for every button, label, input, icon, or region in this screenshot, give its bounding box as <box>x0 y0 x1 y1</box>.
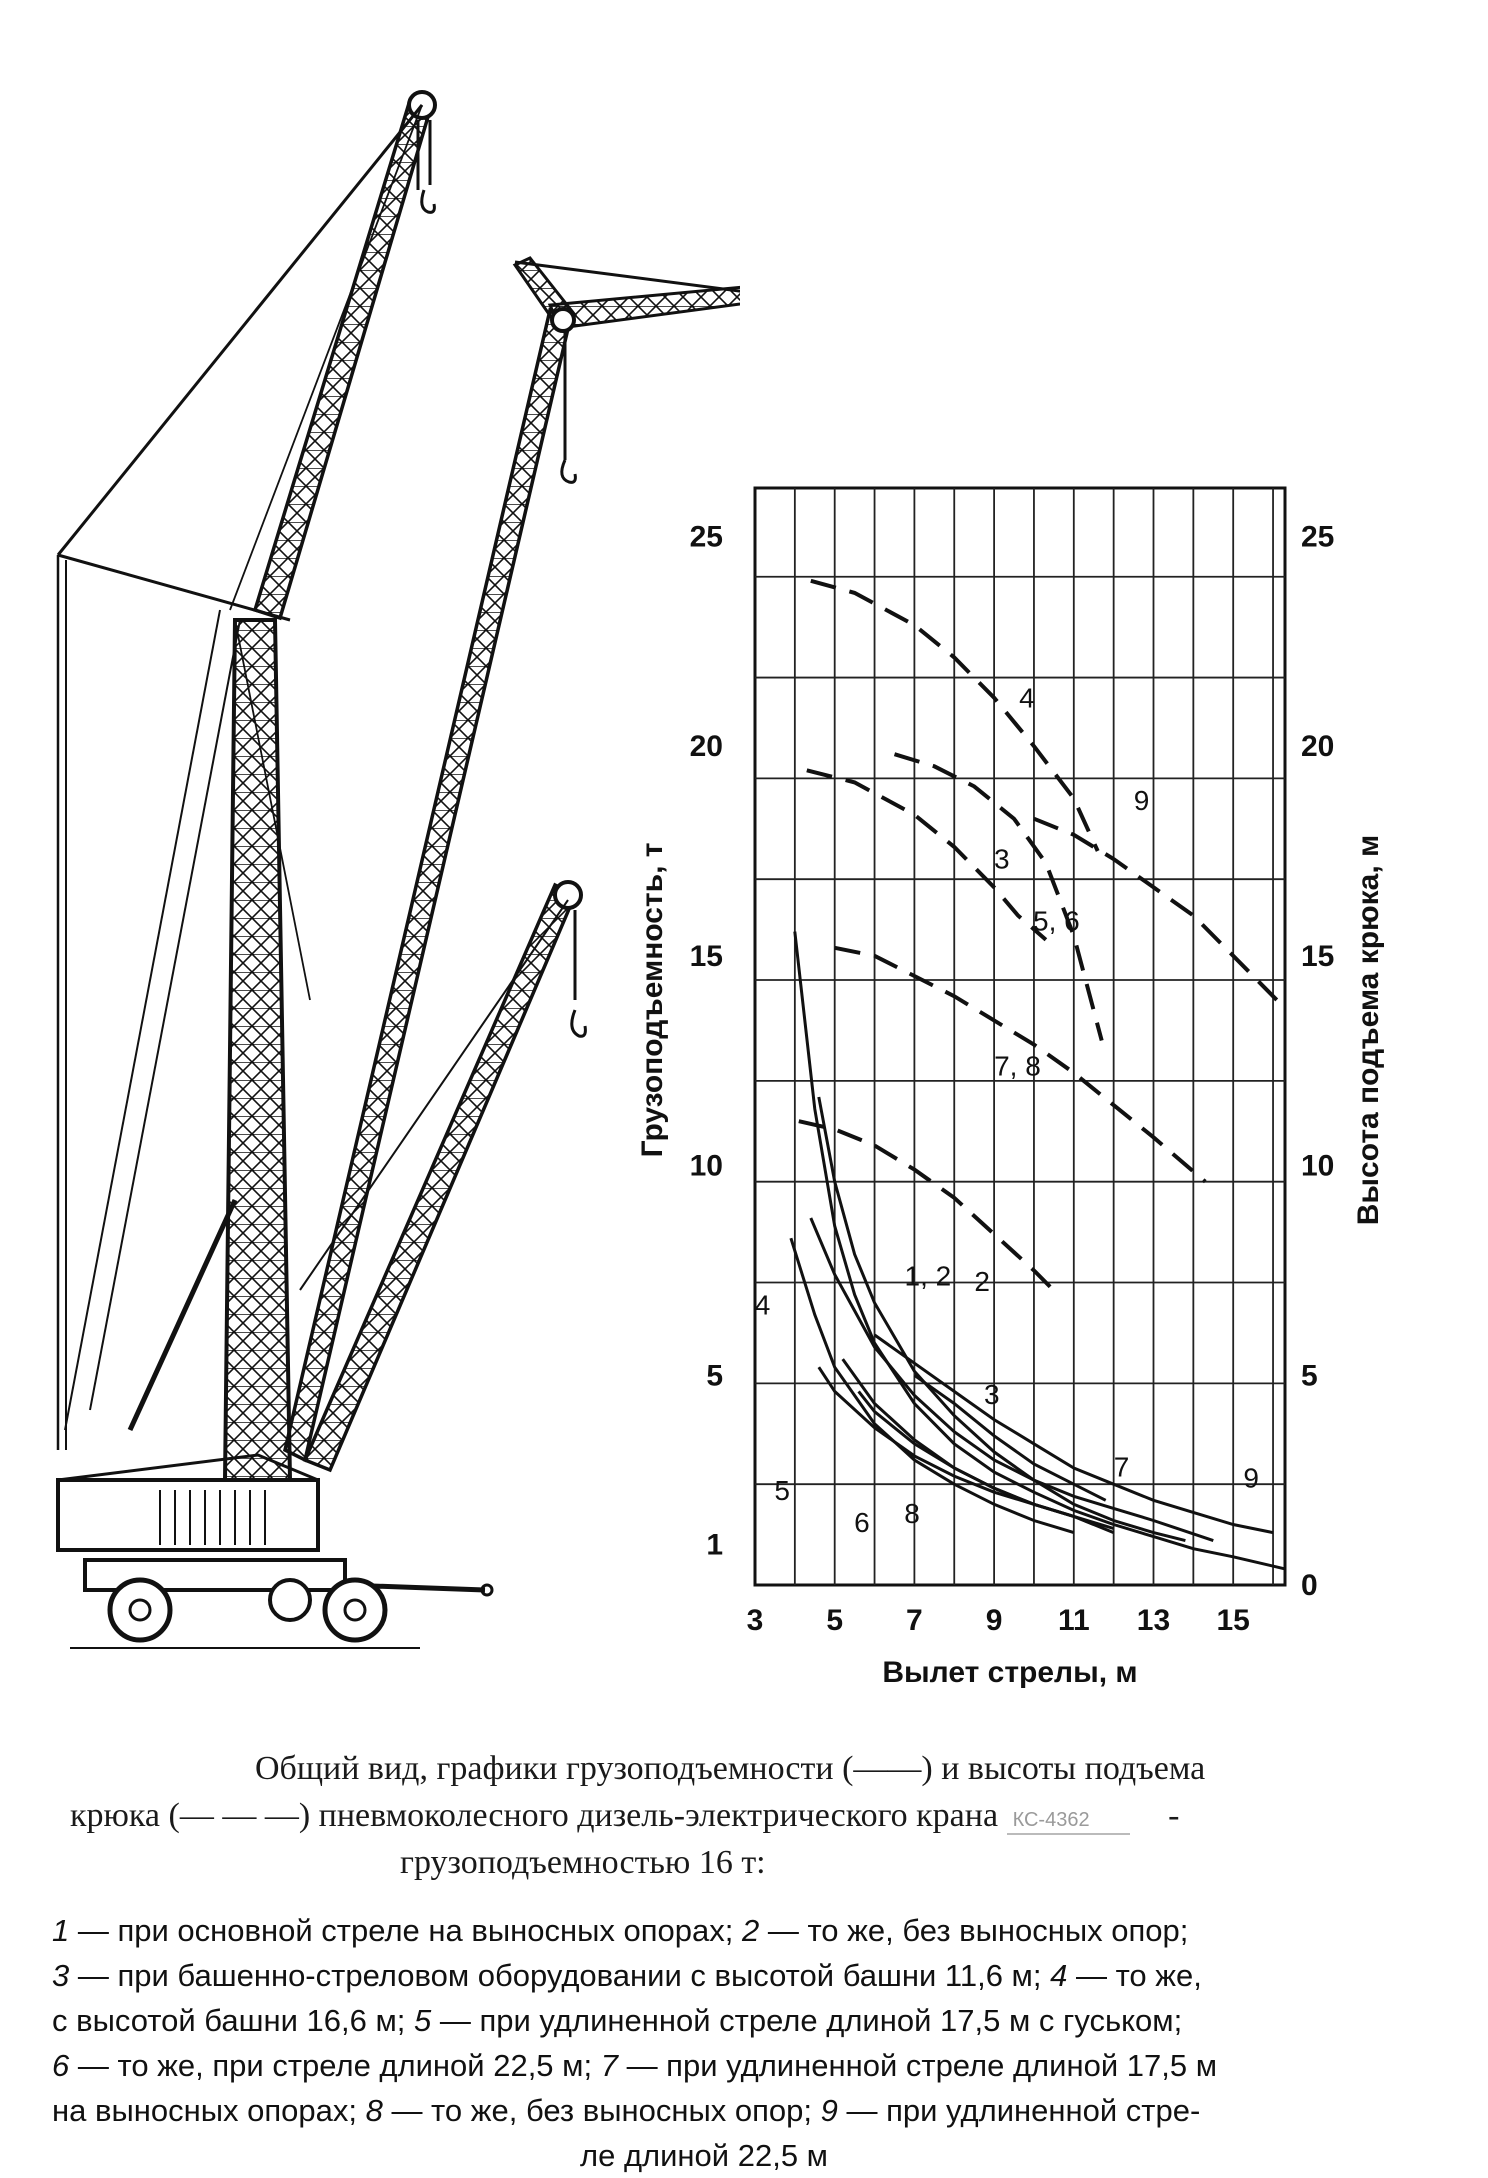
x-tick-label: 3 <box>746 1604 764 1637</box>
capacity-curve-1 <box>795 932 1285 1569</box>
y-left-tick-label: 15 <box>689 939 723 973</box>
curve-label-2: 2 <box>974 1266 990 1298</box>
caption-line-2-text: крюка (— — —) пневмоколесного дизель-электрического крана <box>70 1797 999 1834</box>
x-tick-label: 15 <box>1216 1604 1250 1637</box>
legend-row: ле длиной 22,5 м <box>580 2138 828 2173</box>
curve-label-7: 7 <box>1113 1451 1130 1483</box>
curve-label-5: 5 <box>774 1474 790 1506</box>
y-right-tick-label: 5 <box>1301 1359 1318 1393</box>
y-right-tick-label: 10 <box>1301 1149 1335 1183</box>
curve-label-7-8: 7, 8 <box>994 1050 1041 1082</box>
curve-label-3: 3 <box>983 1379 1000 1411</box>
curve-label-9: 9 <box>1133 784 1150 816</box>
x-tick-label: 5 <box>826 1604 844 1637</box>
caption-dash: - <box>1168 1797 1180 1834</box>
y-left-tick-label: 25 <box>689 520 723 554</box>
y-right-tick-label: 20 <box>1301 730 1335 764</box>
x-tick-label: 9 <box>985 1604 1003 1637</box>
y-right-tick-label: 0 <box>1301 1569 1318 1602</box>
curve-label-3: 3 <box>994 843 1010 875</box>
x-tick-label: 7 <box>906 1604 923 1637</box>
curve-label-8: 8 <box>904 1498 920 1530</box>
y-axis-right-label: Высота подъема крюка, м <box>1352 834 1385 1226</box>
curve-label-4: 4 <box>1019 682 1035 714</box>
caption-line-3: грузоподъемностью 16 т: <box>400 1844 766 1881</box>
x-tick-label: 13 <box>1136 1604 1171 1637</box>
y-left-tick-label: 5 <box>706 1359 723 1393</box>
legend-row: с высотой башни 16,6 м; 5 — при удлиненной стреле длиной 17,5 м с гуськом; <box>52 2003 1183 2038</box>
x-tick-label: 11 <box>1057 1604 1090 1637</box>
y-left-tick-label: 10 <box>689 1149 723 1183</box>
height-curve-3 <box>895 754 1102 1040</box>
caption-line-2 <box>70 1797 1179 1835</box>
curve-label-5-6: 5, 6 <box>1033 905 1080 937</box>
caption-line-1: Общий вид, графики грузоподъемности (——) и высоты подъема <box>255 1750 1206 1787</box>
legend-row: на выносных опорах; 8 — то же, без выносных опор; 9 — при удлиненной стре- <box>52 2093 1201 2128</box>
y-right-tick-label: 15 <box>1301 939 1335 973</box>
curve-label-1-2: 1, 2 <box>904 1260 952 1292</box>
legend-row: 3 — при башенно-стреловом оборудовании с высотой башни 11,6 м; 4 — то же, <box>52 1958 1202 1993</box>
height-curve-5-6 <box>807 770 1046 939</box>
y-left-tick-label: 1 <box>706 1528 723 1562</box>
y-right-tick-label: 25 <box>1301 520 1335 554</box>
curve-label-4: 4 <box>754 1289 771 1321</box>
legend-row: 6 — то же, при стреле длиной 22,5 м; 7 — при удлиненной стреле длиной 17,5 м <box>52 2048 1218 2083</box>
legend-row: 1 — при основной стреле на выносных опорах; 2 — то же, без выносных опор; <box>52 1913 1189 1948</box>
x-axis-label: Вылет стрелы, м <box>882 1656 1138 1689</box>
y-axis-left-label: Грузоподъемность, т <box>636 842 669 1158</box>
crane-model-field: КС-4362 <box>1007 1809 1130 1835</box>
curve-label-6: 6 <box>854 1507 870 1539</box>
curve-label-9: 9 <box>1243 1462 1259 1494</box>
curve-legend <box>52 1908 1452 2178</box>
y-left-tick-label: 20 <box>689 730 723 764</box>
